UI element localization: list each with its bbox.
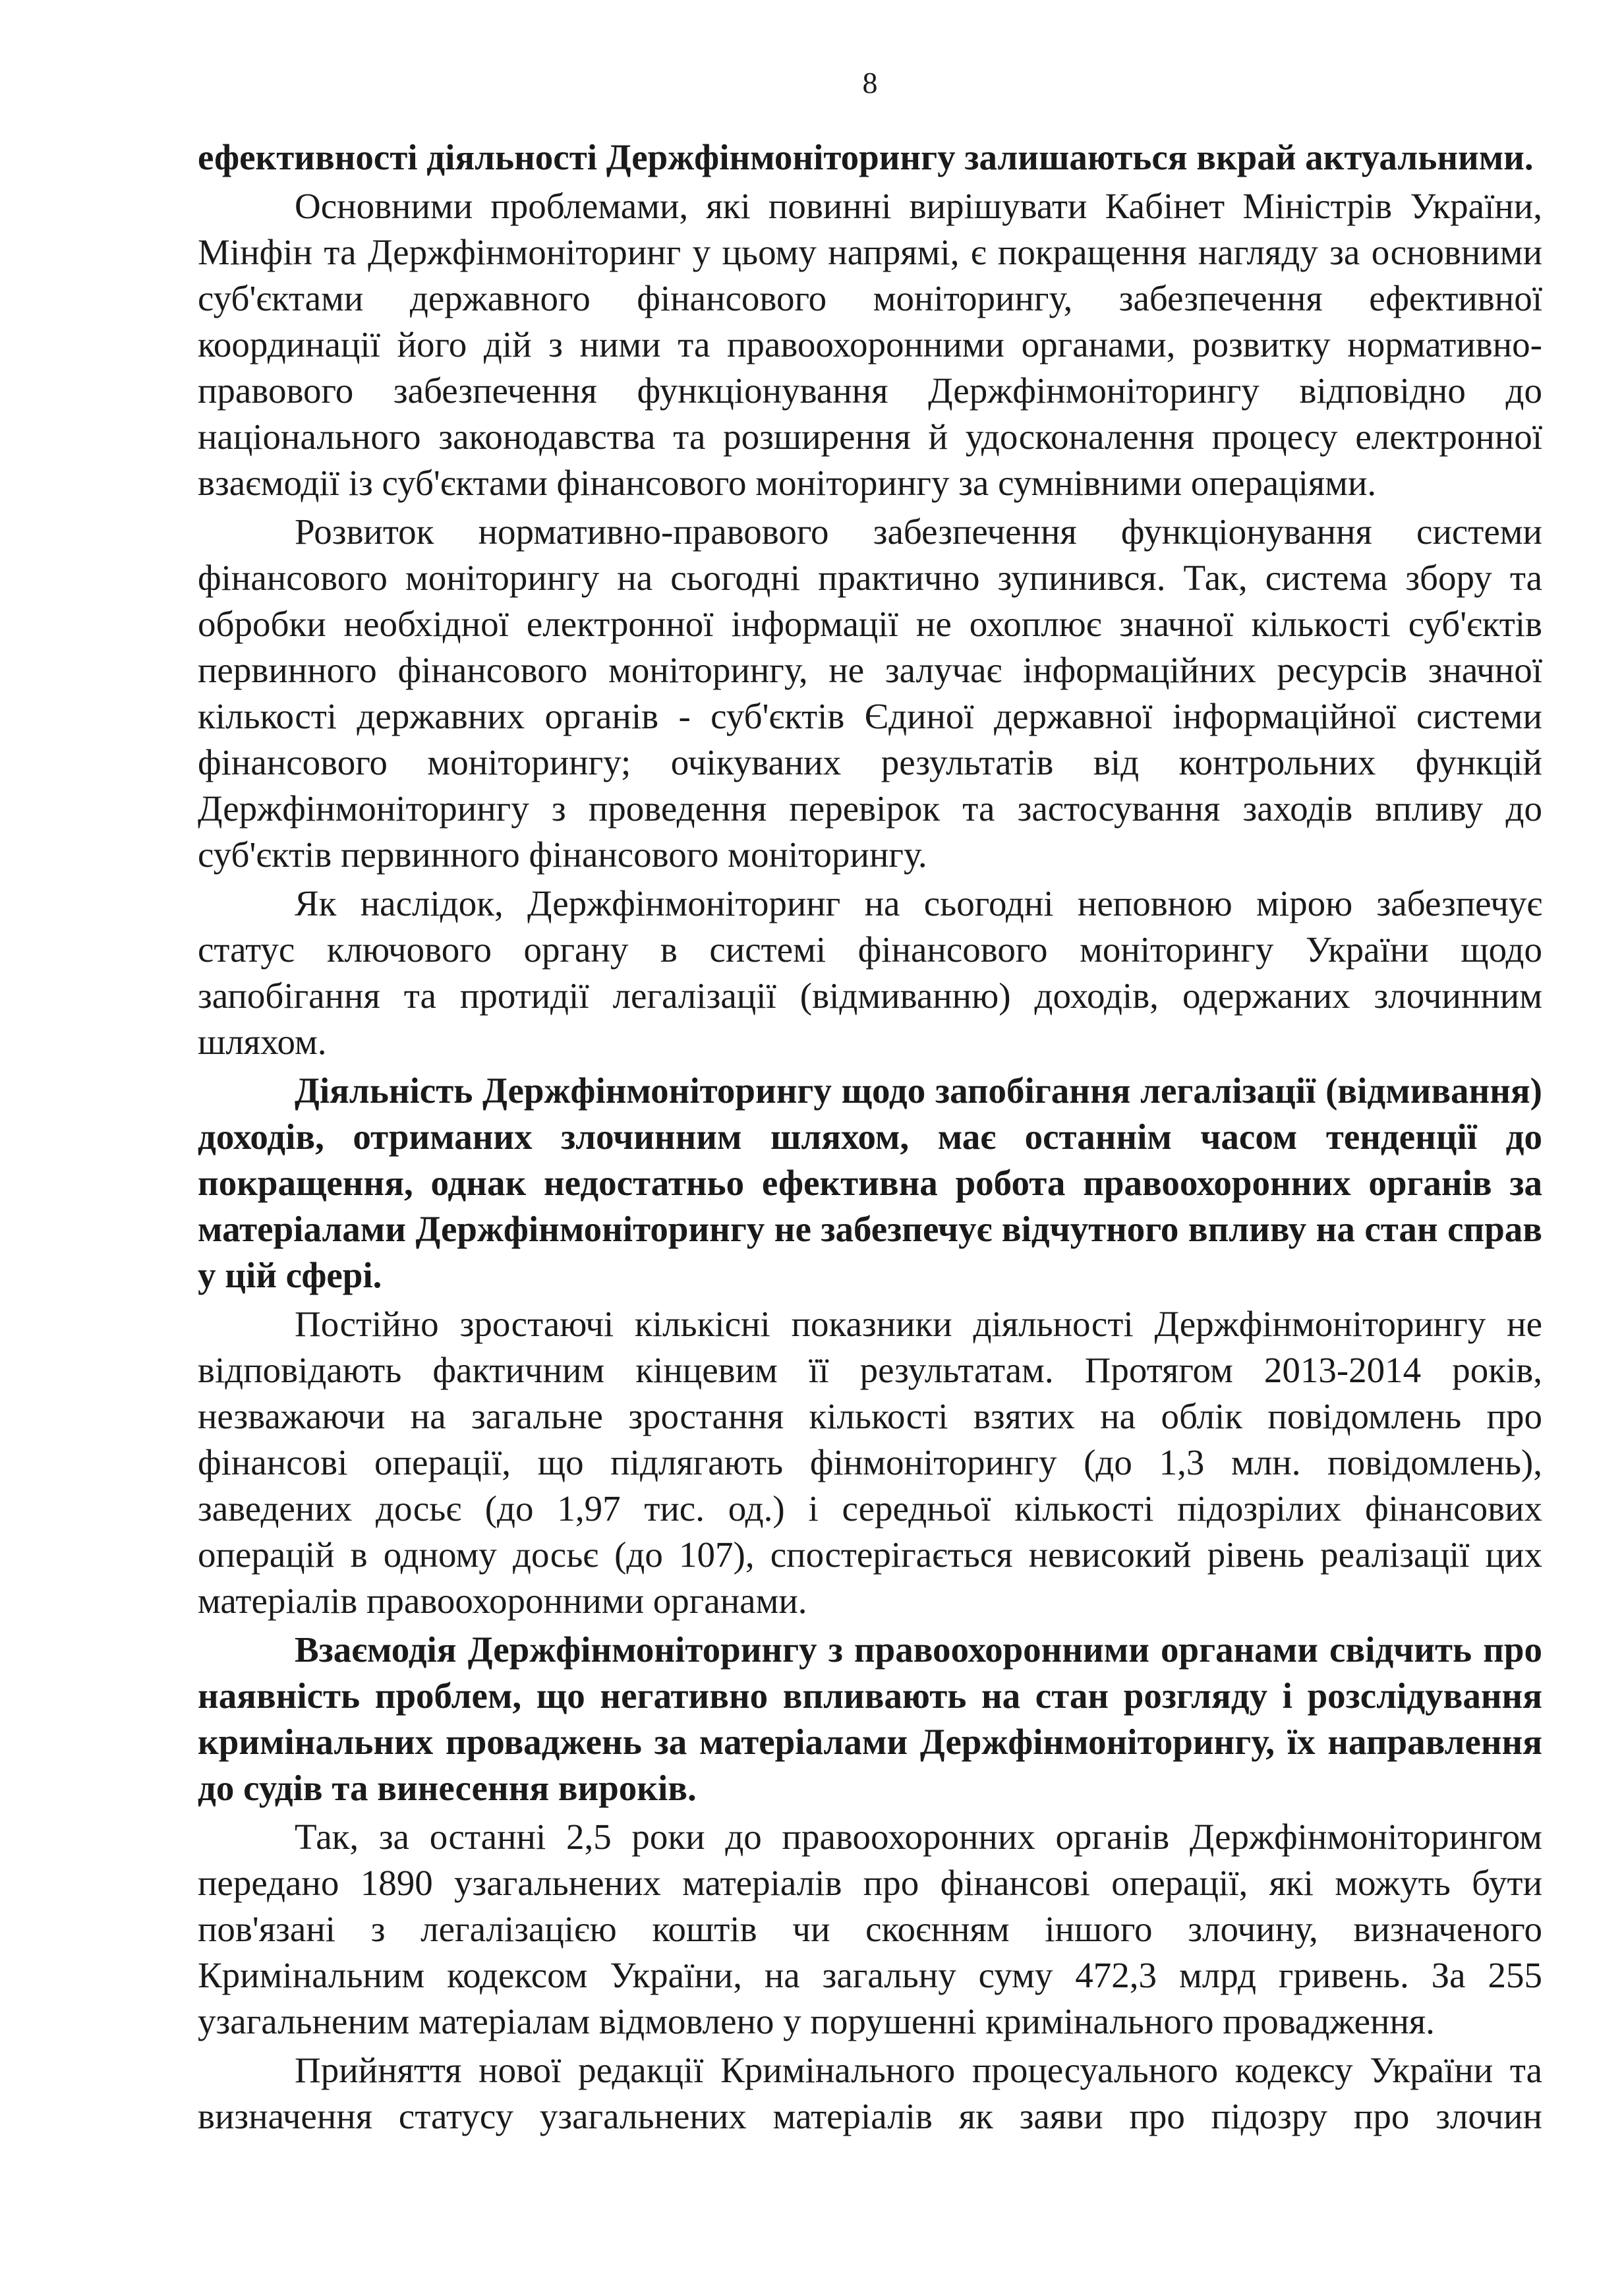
paragraph-7: Взаємодія Держфінмоніторингу з правоохоронними органами свідчить про наявність проблем, що негативно впливають на стан розгляду і розслідування кримінальних проваджень за матеріалами Держфінмоніторингу, їх направлення до судів та винесення вироків.: [198, 1629, 1542, 1808]
paragraph-9: Прийняття нової редакції Кримінального процесуального кодексу України та визначення статусу узагальнених матеріалів як заяви про підозру про злочин: [198, 2050, 1542, 2136]
paragraph-8: Так, за останні 2,5 роки до правоохоронних органів Держфінмоніторингом передано 1890 узагальнених матеріалів про фінансові операції, які можуть бути пов'язані з легалізацією коштів чи скоєнням іншого злочину, визначеного Кримінальним кодексом України, на загальну суму 472,3 млрд гривень. За 255 узагальненим матеріалам відмовлено у порушенні кримінального провадження.: [198, 1817, 1542, 2041]
paragraph-1: ефективності діяльності Держфінмоніторингу залишаються вкрай актуальними.: [198, 137, 1534, 177]
paragraph-2: Основними проблемами, які повинні вирішувати Кабінет Міністрів України, Мінфін та Держфінмоніторинг у цьому напрямі, є покращення нагляду за основними суб'єктами державного фінансового моніторингу, забезпечення ефективної координації його дій з ними та правоохоронними органами, розвитку нормативно-правового забезпечення функціонування Держфінмоніторингу відповідно до національного законодавства та розширення й удосконалення процесу електронної взаємодії із суб'єктами фінансового моніторингу за сумнівними операціями.: [198, 186, 1542, 503]
paragraph-4: Як наслідок, Держфінмоніторинг на сьогодні неповною мірою забезпечує статус ключового органу в системі фінансового моніторингу України щодо запобігання та протидії легалізації (відмиванню) доходів, одержаних злочинним шляхом.: [198, 883, 1542, 1062]
page-number: 8: [862, 66, 878, 100]
paragraph-3: Розвиток нормативно-правового забезпечення функціонування системи фінансового моніторингу на сьогодні практично зупинився. Так, система збору та обробки необхідної електронної інформації не охоплює значної кількості суб'єктів первинного фінансового моніторингу, не залучає інформаційних ресурсів значної кількості державних органів - суб'єктів Єдиної державної інформаційної системи фінансового моніторингу; очікуваних результатів від контрольних функцій Держфінмоніторингу з проведення перевірок та застосування заходів впливу до суб'єктів первинного фінансового моніторингу.: [198, 511, 1542, 875]
document-page: [198, 63, 1542, 2140]
paragraph-5: Діяльність Держфінмоніторингу щодо запобігання легалізації (відмивання) доходів, отриманих злочинним шляхом, має останнім часом тенденції до покращення, однак недостатньо ефективна робота правоохоронних органів за матеріалами Держфінмоніторингу не забезпечує відчутного впливу на стан справ у цій сфері.: [198, 1070, 1542, 1295]
paragraph-6: Постійно зростаючі кількісні показники діяльності Держфінмоніторингу не відповідають фактичним кінцевим її результатам. Протягом 2013-2014 років, незважаючи на загальне зростання кількості взятих на облік повідомлень про фінансові операції, що підлягають фінмоніторингу (до 1,3 млн. повідомлень), заведених досьє (до 1,97 тис. од.) і середньої кількості підозрілих фінансових операцій в одному досьє (до 107), спостерігається невисокий рівень реалізації цих матеріалів правоохоронними органами.: [198, 1304, 1542, 1621]
